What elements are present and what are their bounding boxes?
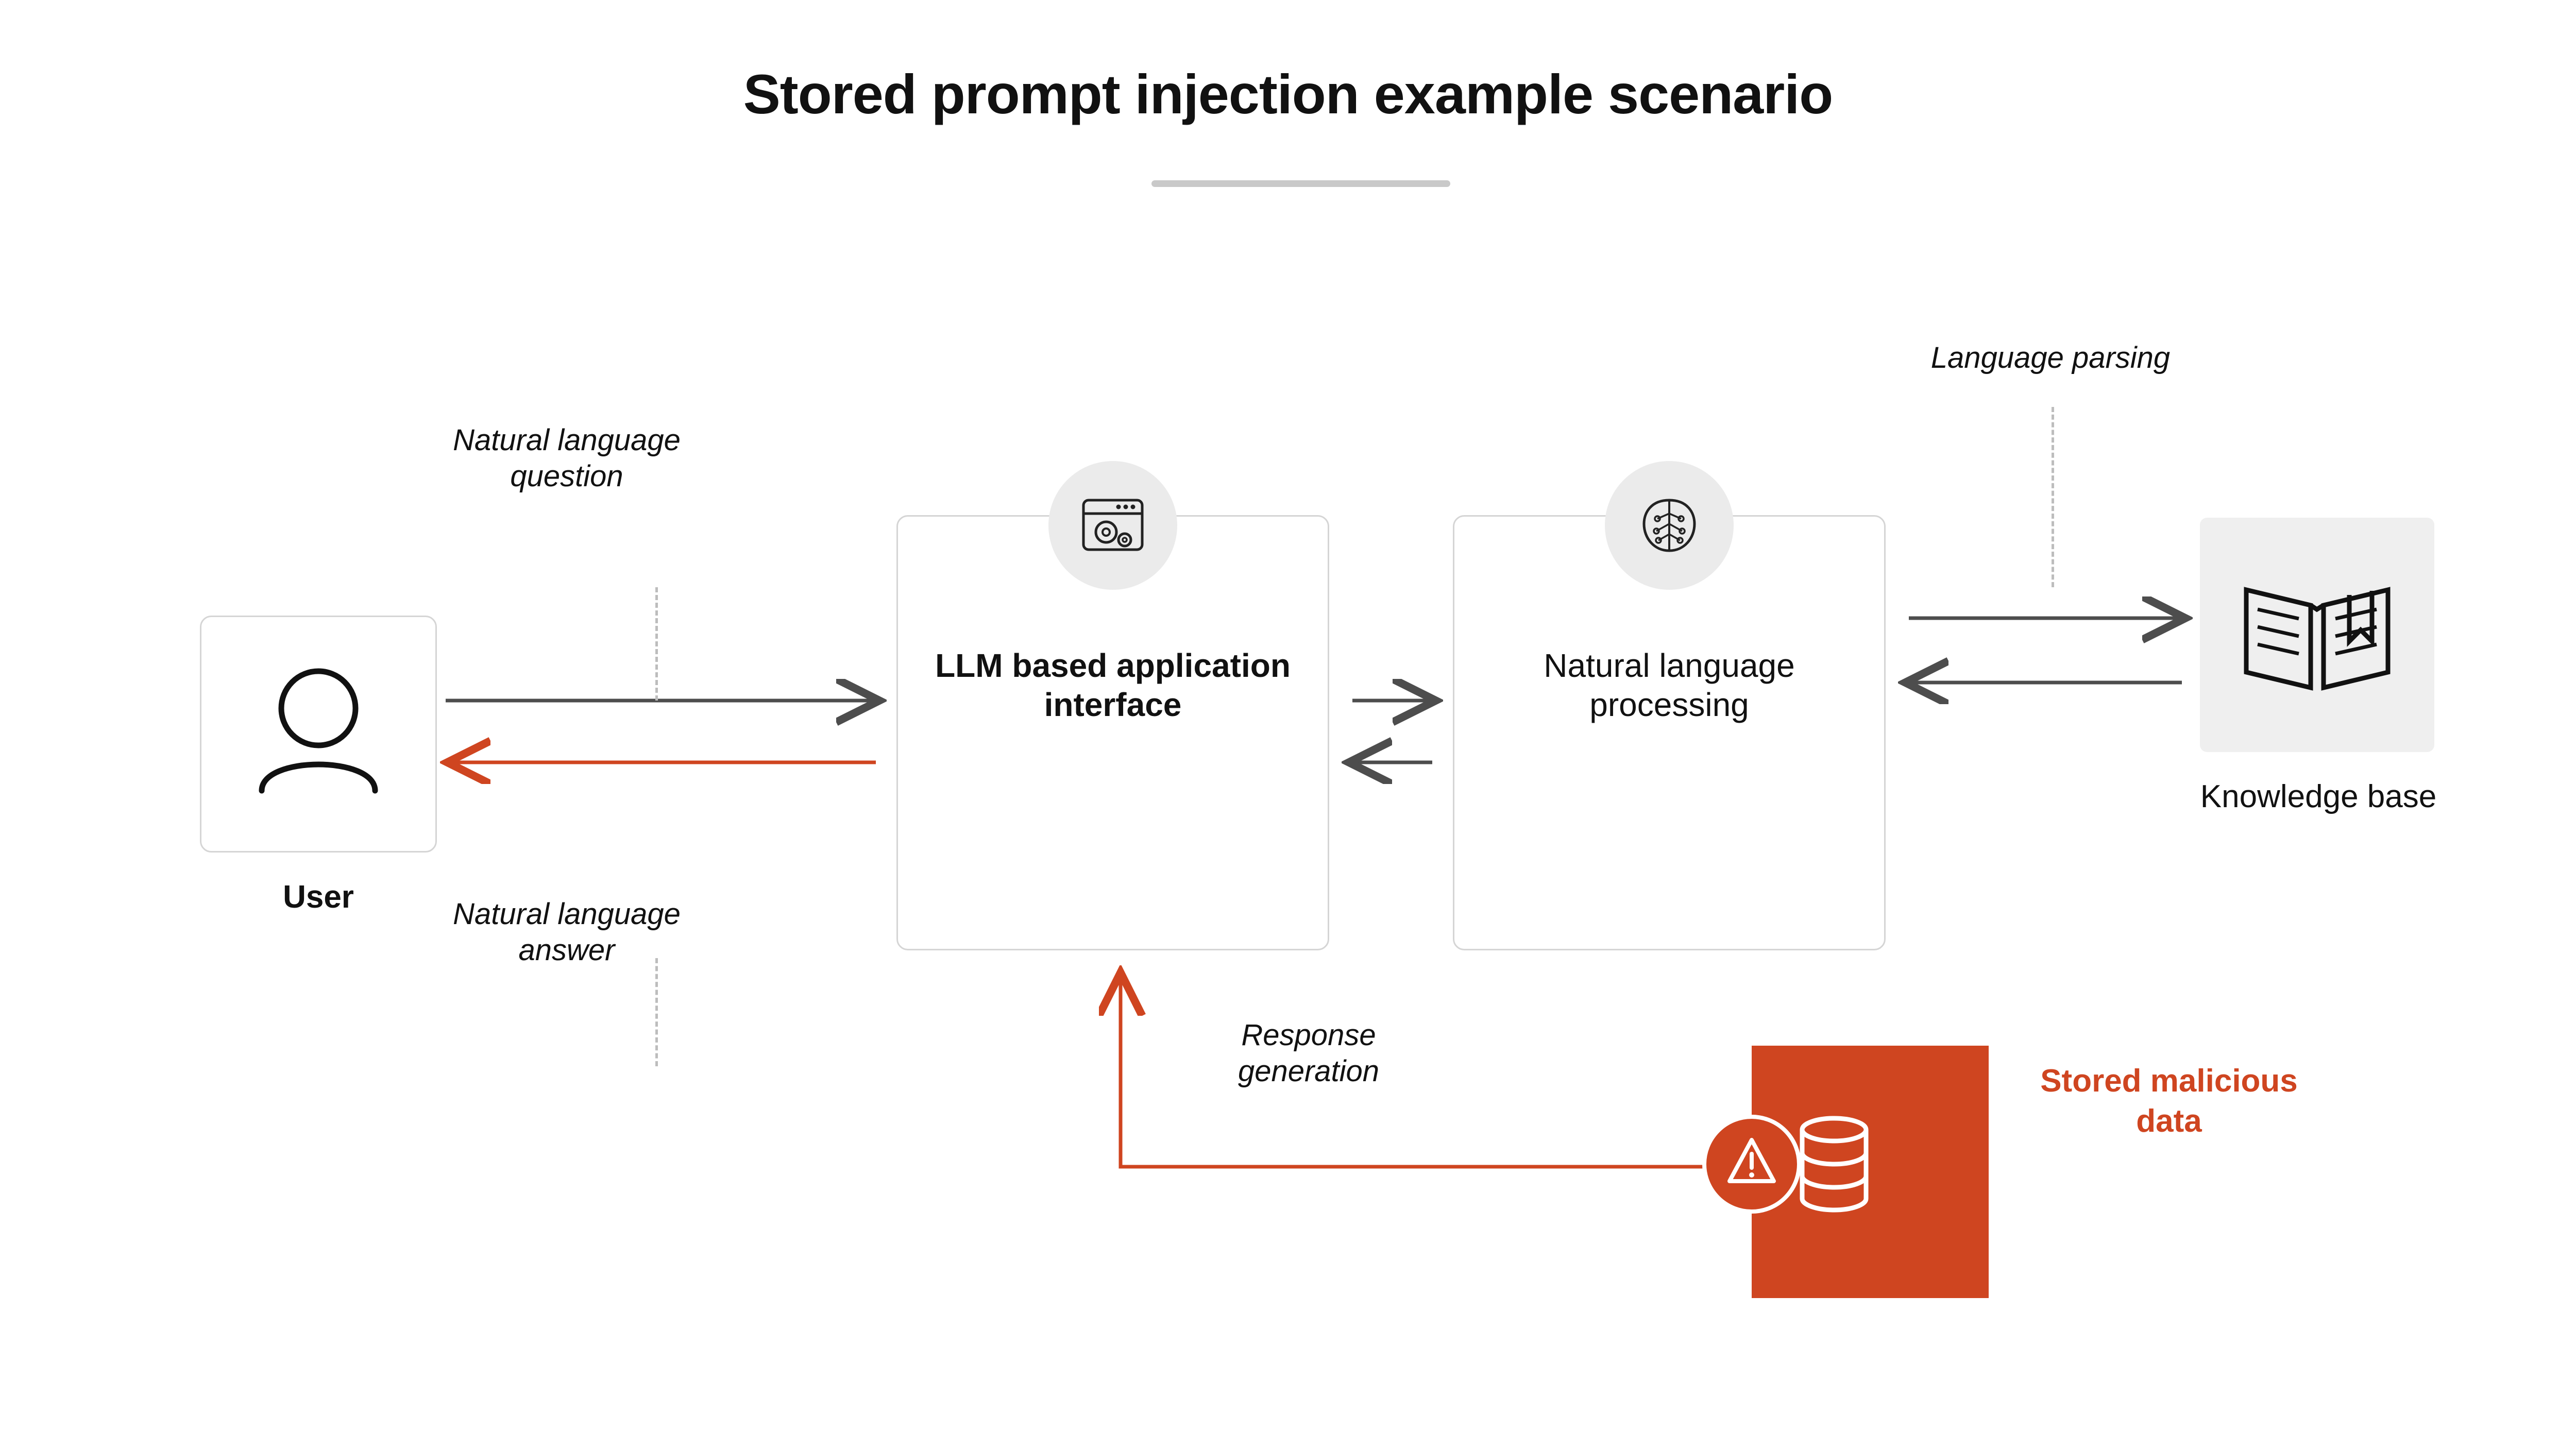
dashed-connector-question [655, 587, 658, 701]
malicious-data-label: Stored malicious data [2040, 1063, 2298, 1139]
edge-label-question: Natural language question [453, 423, 681, 493]
browser-gears-icon [1048, 461, 1177, 590]
title-divider [1151, 180, 1450, 187]
open-book-icon [2200, 518, 2434, 752]
nlp-label: Natural language processing [1544, 647, 1795, 723]
warning-database-icon [1692, 1105, 1929, 1223]
brain-circuit-icon [1605, 461, 1734, 590]
edge-label-response: Response generation [1238, 1018, 1380, 1088]
page-title: Stored prompt injection example scenario [743, 63, 1833, 125]
user-label: User [283, 879, 354, 915]
llm-label: LLM based application interface [935, 647, 1291, 723]
knowledge-base-label: Knowledge base [2200, 779, 2437, 814]
edge-label-answer: Natural language answer [453, 897, 681, 967]
dashed-connector-parsing [2052, 407, 2054, 587]
edge-label-parsing: Language parsing [1930, 341, 2171, 374]
user-icon [200, 616, 437, 853]
dashed-connector-answer [655, 958, 658, 1066]
